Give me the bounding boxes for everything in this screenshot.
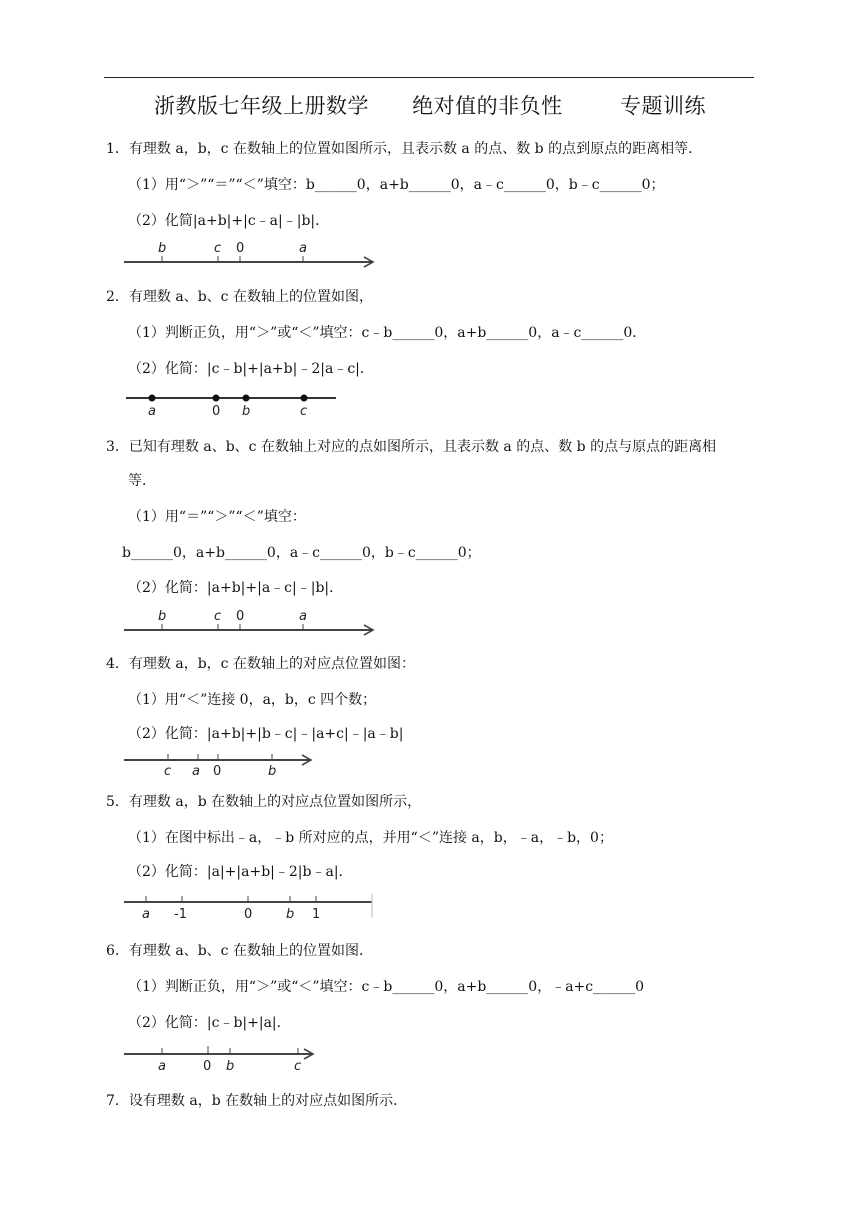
label-b: b <box>268 764 277 779</box>
label-c: c <box>214 241 222 256</box>
problem-4-q2: （2）化简：|a+b|+|b﹣c|﹣|a+c|﹣|a﹣b| <box>128 726 404 742</box>
number-line-4 <box>122 750 322 784</box>
problem-3-stem-cont: 等． <box>128 473 156 489</box>
problem-7-stem: 7．设有理数 a，b 在数轴上的对应点如图所示． <box>106 1093 408 1109</box>
label-b: b <box>158 609 167 624</box>
label-c: c <box>214 609 222 624</box>
label-a: a <box>299 609 307 624</box>
problem-3-q1-blanks: b______0，a+b______0，a﹣c______0，b﹣c______0； <box>122 545 481 561</box>
label-c: c <box>300 404 308 419</box>
number-line-5 <box>122 888 378 926</box>
label-a: a <box>299 241 307 256</box>
label-c: c <box>294 1059 302 1074</box>
problem-5-q2: （2）化简：|a|+|a+b|﹣2|b﹣a|． <box>128 864 353 880</box>
label-b: b <box>226 1059 235 1074</box>
label-b: b <box>158 241 167 256</box>
problem-2-stem: 2．有理数 a、b、c 在数轴上的位置如图， <box>106 289 373 305</box>
label-b: b <box>286 907 295 922</box>
label-b: b <box>242 404 251 419</box>
problem-6-q2: （2）化简：|c﹣b|+|a|． <box>128 1015 291 1031</box>
problem-5-q1: （1）在图中标出﹣a，﹣b 所对应的点，并用“＜”连接 a，b，﹣a，﹣b，0； <box>128 830 613 846</box>
problem-3-stem: 3．已知有理数 a、b、c 在数轴上对应的点如图所示，且表示数 a 的点、数 b 的点与原点的距离相 <box>106 439 717 455</box>
label-zero: 0 <box>236 609 245 624</box>
problem-6-q1: （1）判断正负，用“＞”或“＜”填空：c﹣b______0，a+b______0，﹣a+c______0 <box>128 979 645 995</box>
number-line-6 <box>122 1040 322 1078</box>
label-minus-one: -1 <box>174 907 187 922</box>
problem-3-q2: （2）化简：|a+b|+|a﹣c|﹣|b|． <box>128 580 344 596</box>
problem-4-q1: （1）用“＜”连接 0，a，b，c 四个数； <box>128 692 377 708</box>
label-a: a <box>158 1059 166 1074</box>
problem-5-stem: 5．有理数 a，b 在数轴上的对应点位置如图所示， <box>106 794 422 810</box>
problem-2-q1: （1）判断正负，用“＞”或“＜”填空：c﹣b______0，a+b______0，a﹣c______0． <box>128 325 647 341</box>
problem-1-stem: 1．有理数 a，b，c 在数轴上的位置如图所示，且表示数 a 的点、数 b 的点到原点的距离相等． <box>106 141 703 157</box>
problem-1-q2: （2）化简|a+b|+|c﹣a|﹣|b|． <box>128 213 330 229</box>
label-a: a <box>142 907 150 922</box>
number-line-1 <box>122 236 382 274</box>
label-zero: 0 <box>213 764 222 779</box>
label-zero: 0 <box>236 241 245 256</box>
label-a: a <box>148 404 156 419</box>
problem-4-stem: 4．有理数 a，b，c 在数轴上的对应点位置如图： <box>106 656 415 672</box>
label-c: c <box>164 764 172 779</box>
label-zero: 0 <box>203 1059 212 1074</box>
number-line-2 <box>124 386 344 424</box>
label-zero: 0 <box>212 404 221 419</box>
problem-3-q1: （1）用“＝”“＞”“＜”填空： <box>128 509 306 525</box>
problem-2-q2: （2）化简：|c﹣b|+|a+b|﹣2|a﹣c|． <box>128 361 374 377</box>
label-one: 1 <box>312 907 321 922</box>
top-rule <box>104 77 754 78</box>
problem-1-q1: （1）用“＞”“＝”“＜”填空：b______0，a+b______0，a﹣c______0，b﹣c______0； <box>128 177 665 193</box>
number-line-3 <box>122 604 382 642</box>
problem-6-stem: 6．有理数 a、b、c 在数轴上的位置如图． <box>106 943 373 959</box>
label-zero: 0 <box>244 907 253 922</box>
label-a: a <box>192 764 200 779</box>
page-title: 浙教版七年级上册数学 绝对值的非负性 专题训练 <box>154 94 706 118</box>
